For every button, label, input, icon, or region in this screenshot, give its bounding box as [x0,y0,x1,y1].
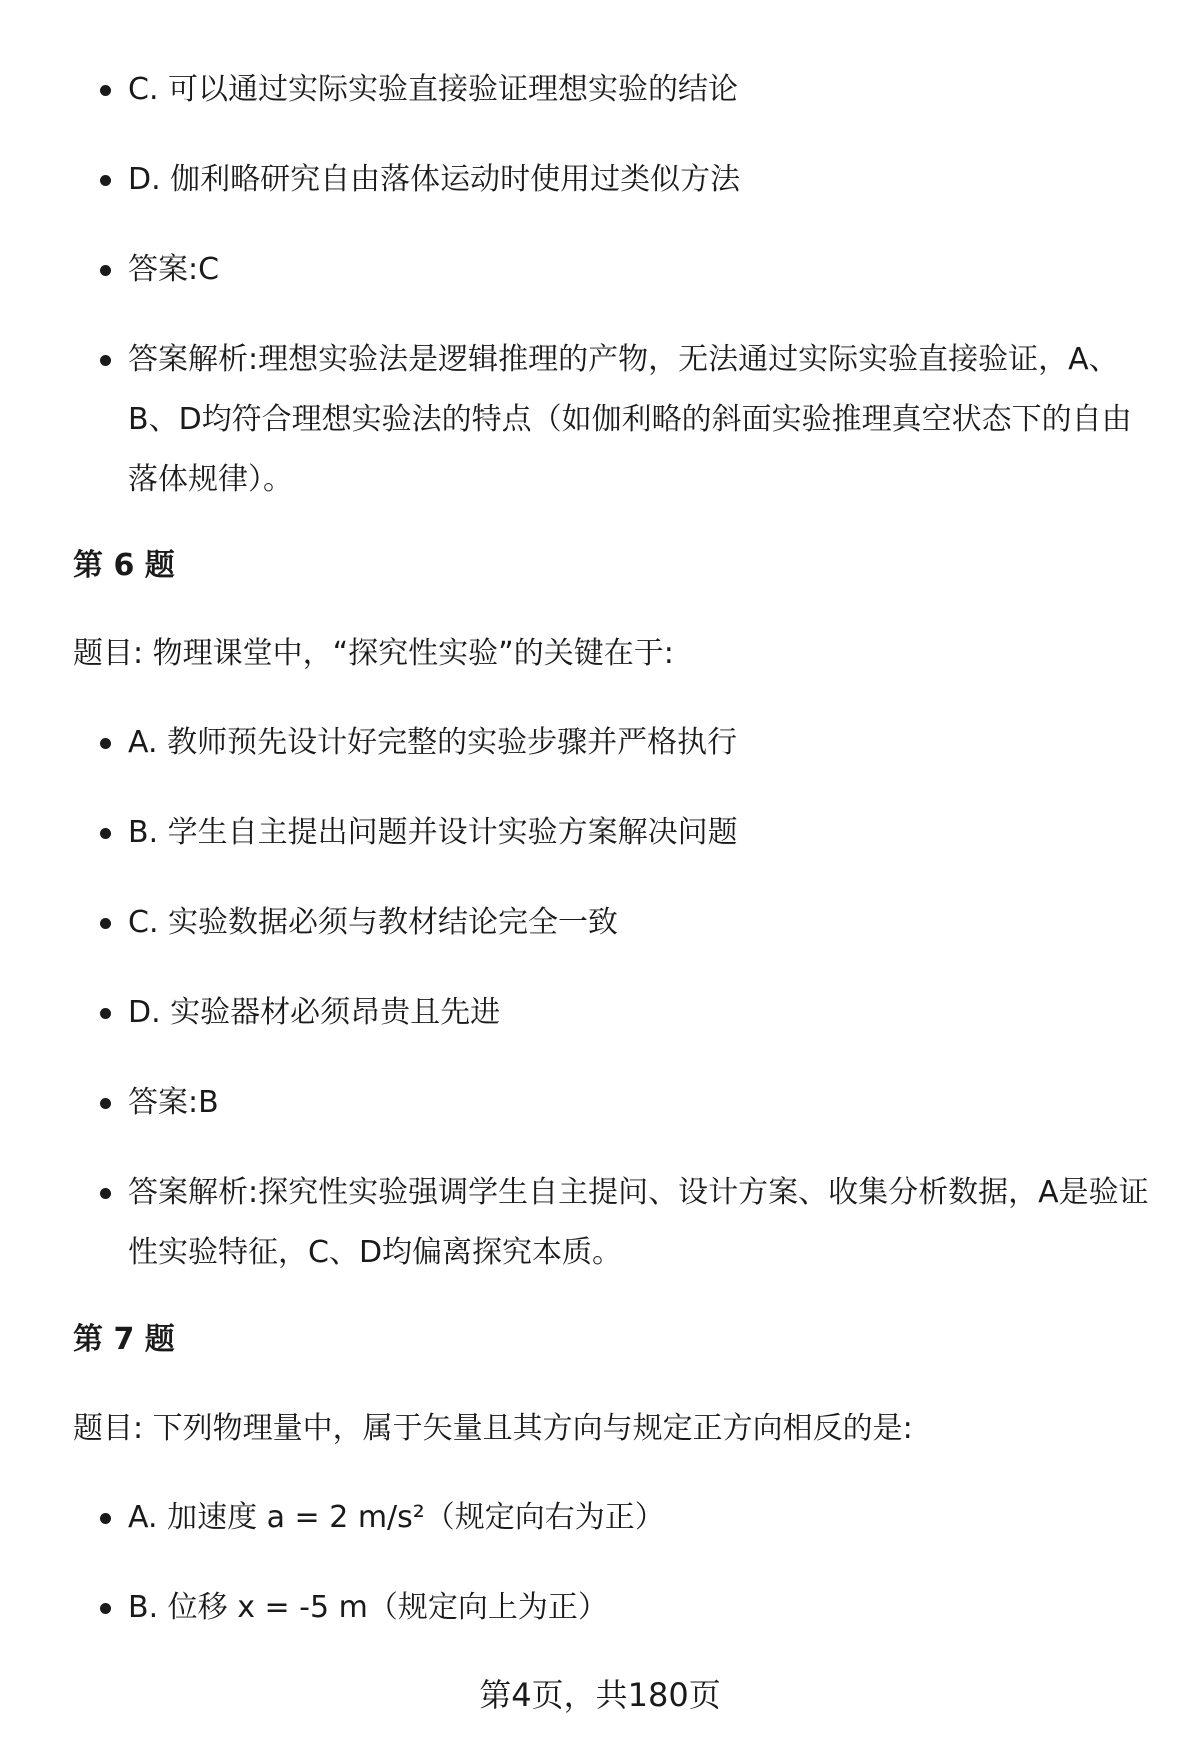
q6-options [0,713,1200,1283]
option-a: A. 加速度 a = 2 m/s²（规定向右为正） [0,1488,1200,1548]
answer: 答案:B [0,1073,1200,1133]
q5-options [0,60,1200,510]
answer-explanation: 答案解析:探究性实验强调学生自主提问、设计方案、收集分析数据，A是验证性实验特征，C、D均偏离探究本质。 [0,1163,1200,1283]
page-number: 第4页，共180页 [479,1676,721,1714]
option-a: A. 教师预先设计好完整的实验步骤并严格执行 [0,713,1200,773]
option-b: B. 学生自主提出问题并设计实验方案解决问题 [0,803,1200,863]
option-b: B. 位移 x = -5 m（规定向上为正） [0,1578,1200,1638]
q7-options [0,1488,1200,1638]
option-d: D. 伽利略研究自由落体运动时使用过类似方法 [0,150,1200,210]
q7-block [0,1488,1200,1668]
option-c: C. 实验数据必须与教材结论完全一致 [0,893,1200,953]
question-7-stem: 题目: 下列物理量中，属于矢量且其方向与规定正方向相反的是: [73,1411,913,1446]
answer-explanation: 答案解析:理想实验法是逻辑推理的产物，无法通过实际实验直接验证，A、B、D均符合理想实验法的特点（如伽利略的斜面实验推理真空状态下的自由落体规律）。 [0,330,1200,510]
question-7-title: 第 7 题 [73,1322,175,1357]
question-6-title: 第 6 题 [73,548,175,583]
question-6-stem: 题目: 物理课堂中，“探究性实验”的关键在于: [73,636,674,671]
q6-block [0,713,1200,1313]
option-c: C. 可以通过实际实验直接验证理想实验的结论 [0,60,1200,120]
q5-tail [0,60,1200,540]
answer: 答案:C [0,240,1200,300]
option-d: D. 实验器材必须昂贵且先进 [0,983,1200,1043]
